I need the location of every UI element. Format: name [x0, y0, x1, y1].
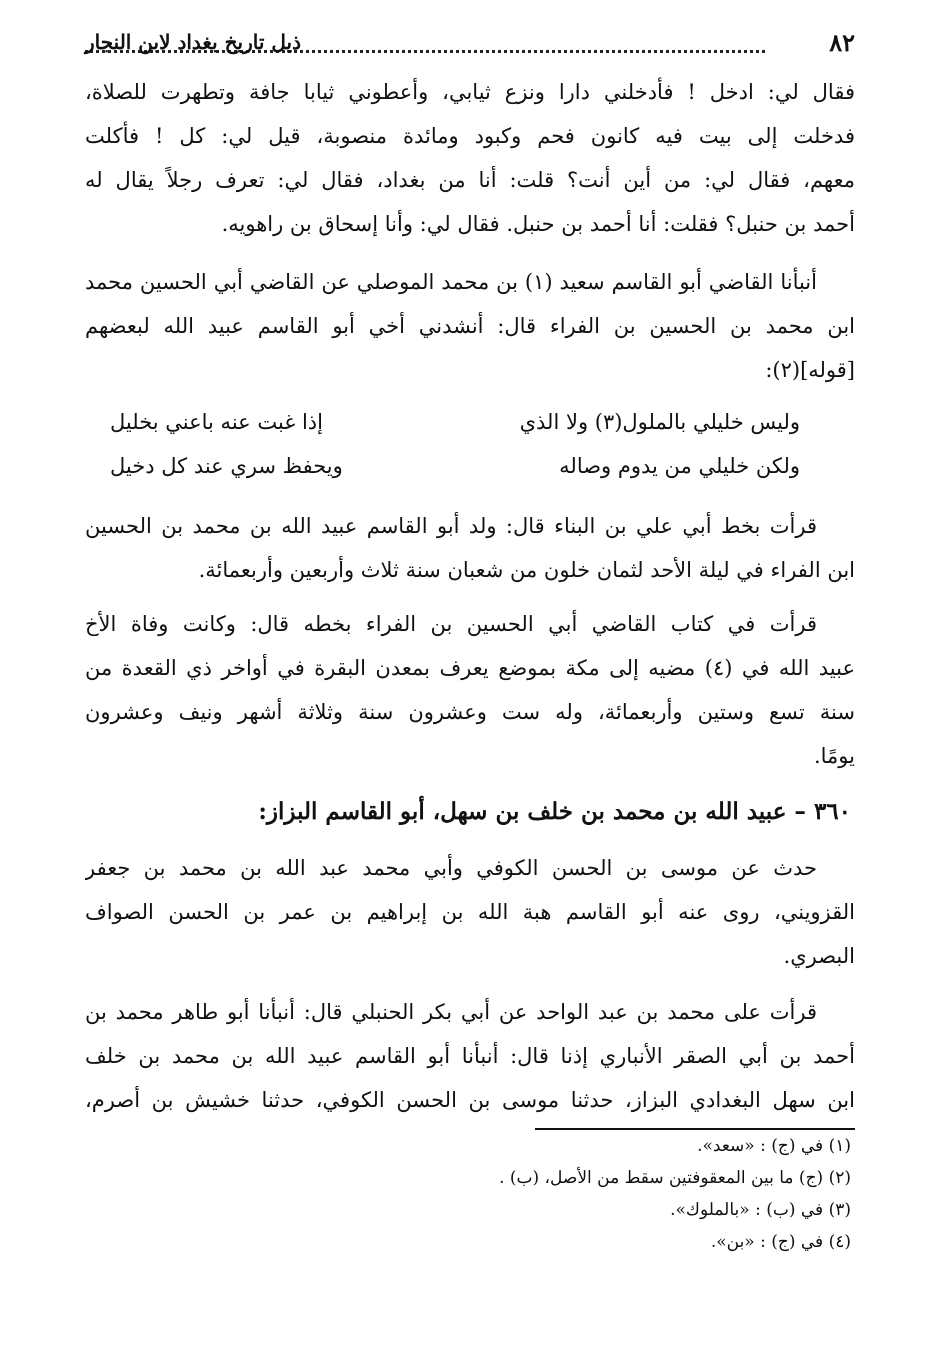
text-line: فقال لي: ادخل ! فأدخلني دارا ونزع ثيابي، وأعطوني ثيابا جافة وتطهرت للصلاة،: [85, 80, 855, 104]
text-line: أنبأنا القاضي أبو القاسم سعيد (١) بن محمد الموصلي عن القاضي أبي الحسين محمد: [85, 270, 817, 294]
page-number: ٨٢: [829, 28, 855, 57]
verse-first-hemistich: وليس خليلي بالملول(٣) ولا الذي: [519, 410, 800, 434]
text-line: أحمد بن حنبل؟ فقلت: أنا أحمد بن حنبل. فقال لي: وأنا إسحاق بن راهويه.: [221, 212, 855, 236]
text-line: معهم، فقال لي: من أين أنت؟ قلت: أنا من بغداد، فقال لي: تعرف رجلاً يقال له: [85, 168, 855, 192]
text-line: القزويني، روى عنه أبو القاسم هبة الله بن إبراهيم بن عمر بن الحسن الصواف: [85, 900, 855, 924]
paragraph-1: [85, 70, 855, 246]
paragraph-4: [85, 602, 855, 778]
text-line: ابن سهل البغدادي البزاز، حدثنا موسى بن الحسن الكوفي، حدثنا خشيش بن أصرم،: [85, 1088, 855, 1112]
footnote: (٤) في (ج) : «بن».: [710, 1232, 851, 1252]
running-header: [85, 22, 855, 62]
poem-verses: [110, 400, 800, 488]
text-line: قرأت على محمد بن عبد الواحد عن أبي بكر الحنبلي قال: أنبأنا أبو طاهر محمد بن: [85, 1000, 817, 1024]
verse-second-hemistich: إذا غبت عنه باعني بخليل: [110, 410, 323, 434]
verse-line: [110, 400, 800, 444]
verse-line: [110, 444, 800, 488]
text-line: عبيد الله في (٤) مضيه إلى مكة بموضع يعرف بمعدن البقرة في أواخر ذي القعدة من: [85, 656, 855, 680]
paragraph-6: [85, 990, 855, 1122]
text-line: فدخلت إلى بيت فيه كانون فحم وكبود ومائدة منصوبة، قيل لي: كل ! فأكلت: [85, 124, 855, 148]
verse-second-hemistich: ويحفظ سري عند كل دخيل: [110, 454, 343, 478]
text-line: البصري.: [783, 944, 855, 968]
paragraph-2: [85, 260, 855, 392]
text-line: [قوله](٢):: [765, 358, 855, 382]
footnote: (٣) في (ب) : «بالملوك».: [670, 1200, 851, 1220]
verse-first-hemistich: ولكن خليلي من يدوم وصاله: [559, 454, 800, 478]
footnote: (٢) (ج) ما بين المعقوفتين سقط من الأصل، (ب) .: [499, 1168, 851, 1188]
text-line: حدث عن موسى بن الحسن الكوفي وأبي محمد عبد الله بن محمد بن جعفر: [85, 856, 817, 880]
text-line: ابن محمد بن الحسين بن الفراء قال: أنشدني أخي أبو القاسم عبيد الله لبعضهم: [85, 314, 855, 338]
running-title: ذيل تاريخ بغداد لابن النجار: [85, 30, 301, 54]
text-line: يومًا.: [813, 744, 855, 768]
paragraph-5: [85, 846, 855, 978]
text-line: سنة تسع وستين وأربعمائة، وله ست وعشرون سنة وثلاثة أشهر ونيف وعشرون: [85, 700, 855, 724]
text-line: أحمد بن أبي الصقر الأنباري إذنا قال: أنبأنا أبو القاسم عبيد الله بن محمد بن خلف: [85, 1044, 855, 1068]
text-line: قرأت بخط أبي علي بن البناء قال: ولد أبو القاسم عبيد الله بن محمد بن الحسين: [85, 514, 817, 538]
text-line: ابن الفراء في ليلة الأحد لثمان خلون من شعبان سنة ثلاث وأربعين وأربعمائة.: [198, 558, 855, 582]
paragraph-3: [85, 504, 855, 592]
footnote: (١) في (ج) : «سعد».: [697, 1136, 851, 1156]
entry-heading: ٣٦٠ – عبيد الله بن محمد بن خلف بن سهل، أبو القاسم البزاز:: [258, 798, 851, 825]
text-line: قرأت في كتاب القاضي أبي الحسين بن الفراء بخطه قال: وكانت وفاة الأخ: [85, 612, 817, 636]
